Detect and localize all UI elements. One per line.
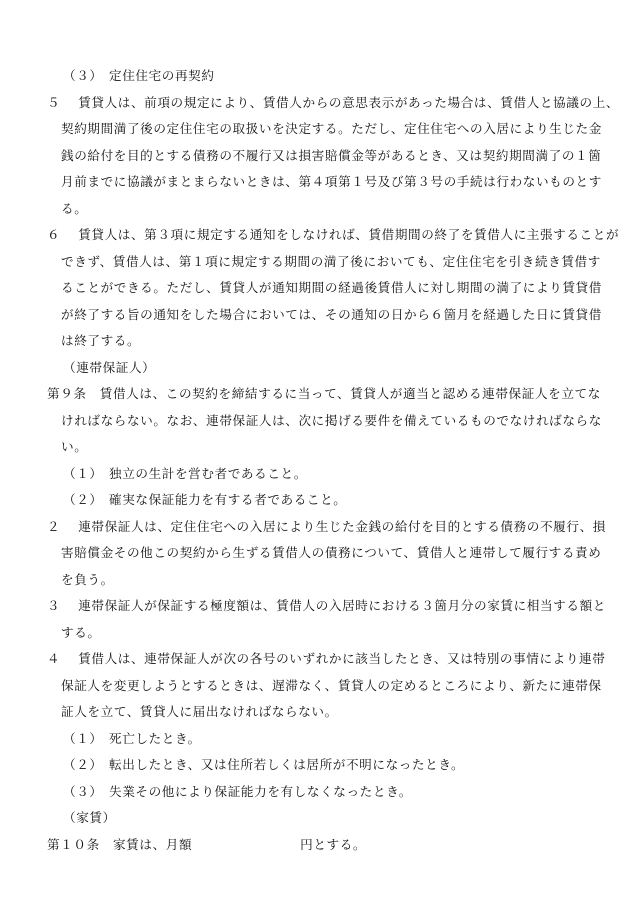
paragraph-text: 賃借人は、連帯保証人が次の各号のいずれかに該当したとき、又は特別の事情により連帯 [78,651,606,666]
item-text: 確実な保証能力を有する者であること。 [109,492,347,507]
paragraph-line: は終了する。 [61,333,141,348]
article-9 [0,355,630,806]
paragraph-line [0,222,630,249]
article-caption: （家賃） [63,810,116,825]
list-item [0,461,630,488]
paragraph-number: ２ [47,518,61,534]
paragraph-line: 契約期間満了後の定住住宅の取扱いを決定する。ただし、定住住宅への入居により生じた金 [61,121,602,136]
paragraph-line [0,832,630,859]
list-item [0,752,630,779]
list-item [0,726,630,753]
paragraph-text: 円とする。 [300,836,367,852]
paragraph-text: 家賃は、月額 [112,836,193,852]
item-text: 定住住宅の再契約 [109,68,215,83]
paragraph-line: 証人を立て、賃貸人に届出なければならない。 [61,704,338,719]
item-text: 独立の生計を営む者であること。 [109,465,307,481]
paragraph-line: 保証人を変更しようとするときは、遅滞なく、賃貸人の定めるところにより、新たに連帯保 [61,677,602,693]
paragraph-text: 連帯保証人が保証する極度額は、賃借人の入居時における３箇月分の家賃に相当する額と [78,598,606,613]
paragraph-line: を負う。 [61,571,114,587]
paragraph-line: 害賠償金その他この契約から生ずる賃借人の債務について、賃借人と連帯して履行する責め [61,545,602,560]
item-text: 転出したとき、又は住所若しくは居所が不明になったとき。 [109,757,465,772]
paragraph-number: ５ [47,94,61,110]
paragraph-line: 月前までに協議がまとまらないときは、第４項第１号及び第３号の手続は行わないものとす [61,174,602,189]
article-label: 第１０条 [47,836,100,852]
article-label: 第９条 [47,386,87,401]
paragraph-line: 銭の給付を目的とする債務の不履行又は損害賠償金等があるとき、又は契約期間満了の１箇 [61,147,602,163]
paragraph-line: い。 [61,439,88,454]
item-label: （２） [63,492,103,507]
article-caption: （連帯保証人） [63,359,156,375]
list-item [0,487,630,514]
article-10 [0,805,630,858]
paragraph-text: 賃貸人は、前項の規定により、賃借人からの意思表示があった場合は、賃借人と協議の上、 [78,94,620,110]
item-text: 死亡したとき。 [109,730,201,746]
paragraph-line [0,90,630,117]
paragraph-text: 賃貸人は、第３項に規定する通知をしなければ、賃借期間の終了を賃借人に主張することが [78,227,620,242]
paragraph-number: ４ [47,651,61,666]
paragraph-line [0,646,630,673]
item-label: （１） [63,730,103,746]
paragraph-line: る。 [61,200,88,216]
paragraph-5 [0,90,630,223]
paragraph-number: ３ [47,598,61,613]
paragraph-text: 連帯保証人は、定住住宅への入居により生じた金銭の給付を目的とする債務の不履行、損 [78,518,606,534]
paragraph-text: 賃借人は、この契約を締結するに当って、賃貸人が適当と認める連帯保証人を立てな [99,386,601,401]
section-heading [0,63,630,90]
paragraph-line: できず、賃借人は、第１項に規定する期間の満了後においても、定住住宅を引き続き賃借す [61,253,601,269]
paragraph-line [0,593,630,620]
paragraph-line [0,514,630,541]
paragraph-6 [0,222,630,355]
paragraph-line: が終了する旨の通知をした場合においては、その通知の日から６箇月を経過した日に賃貸借 [61,306,602,322]
item-label: （３） [63,783,103,799]
paragraph-line [0,381,630,408]
paragraph-line: する。 [61,624,101,640]
item-label: （１） [63,465,103,481]
paragraph-line: ることができる。ただし、賃貸人が通知期間の経過後賃借人に対し期間の満了により賃貸借 [61,280,602,295]
item-label: （３） [63,68,103,83]
paragraph-line: ければならない。なお、連帯保証人は、次に掲げる要件を備えているものでなければならな [61,412,602,428]
list-item [0,779,630,806]
item-text: 失業その他により保証能力を有しなくなったとき。 [109,783,412,799]
item-label: （２） [63,757,103,772]
paragraph-number: ６ [47,227,61,242]
